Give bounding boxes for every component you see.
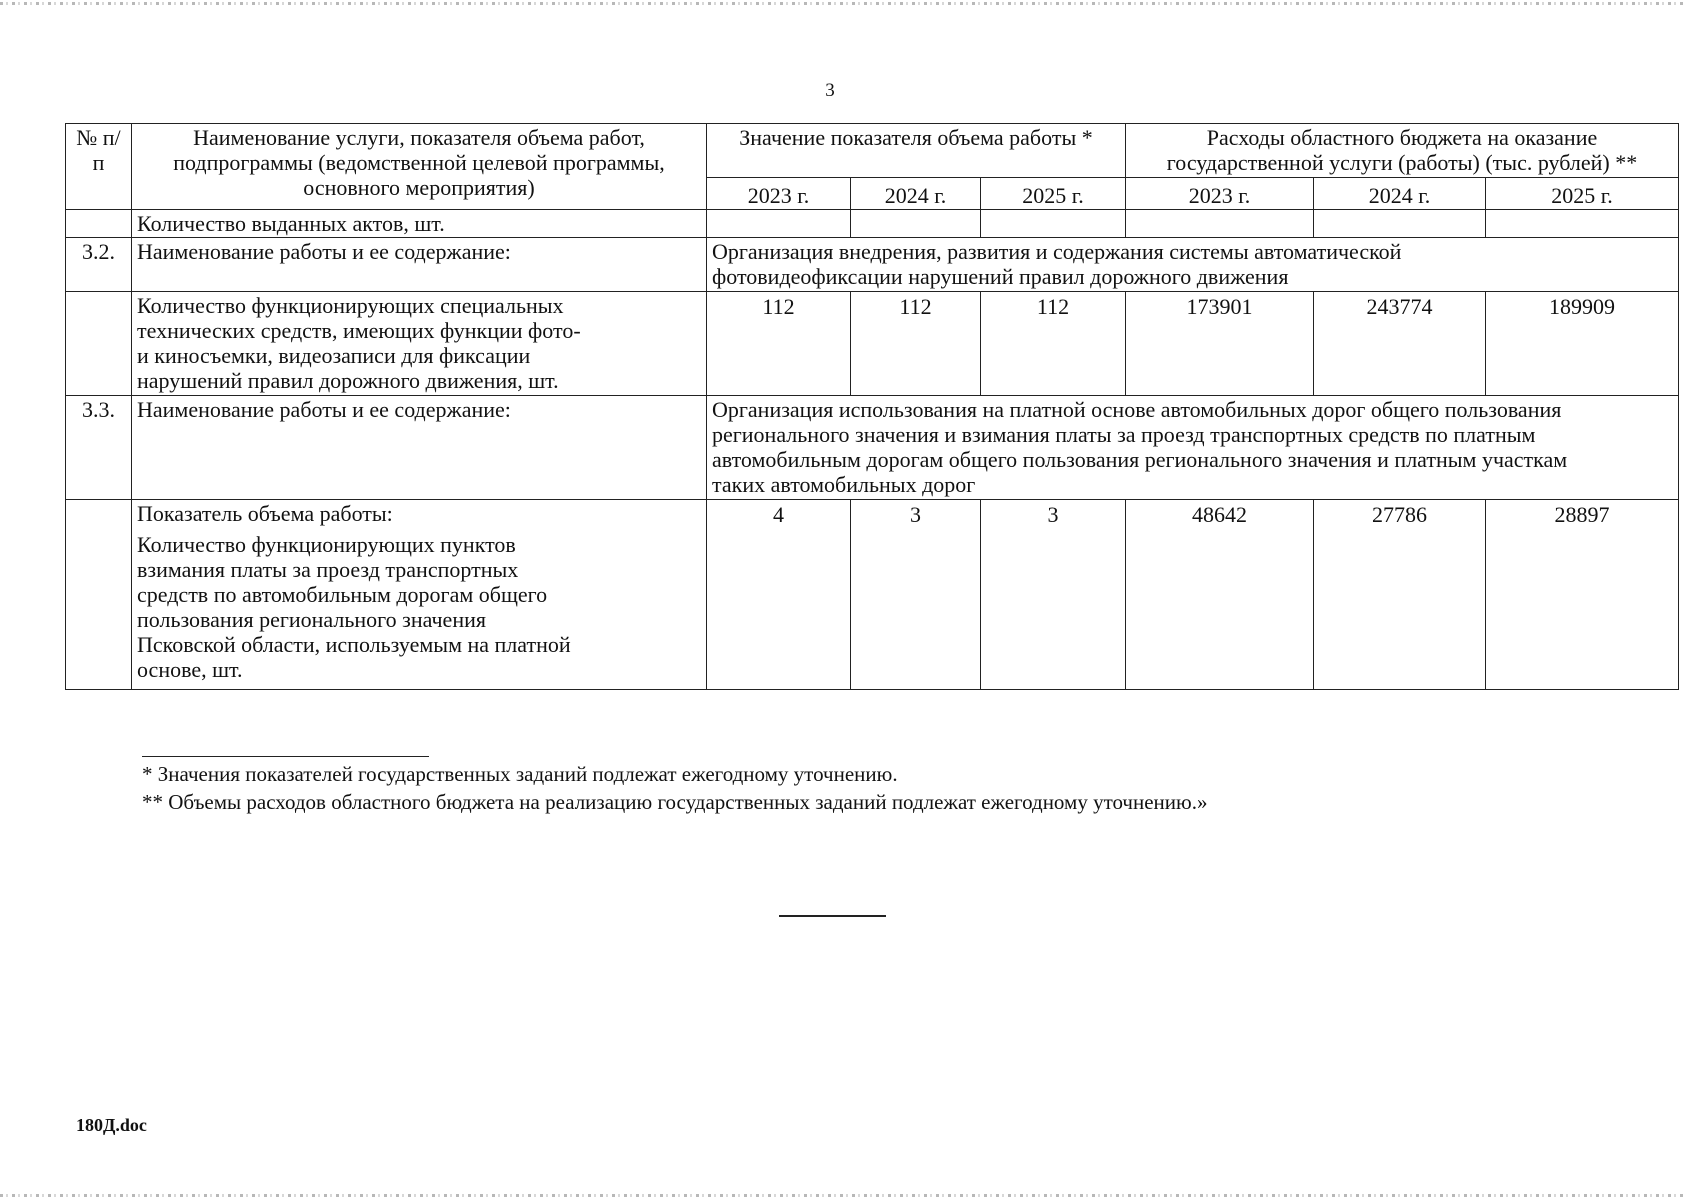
row-name	[132, 500, 707, 690]
row-num	[66, 210, 132, 238]
row-num	[66, 292, 132, 396]
row-name-line: технических средств, имеющих функции фото-	[137, 318, 581, 343]
work-content	[707, 238, 1679, 292]
value-cell: 28897	[1486, 500, 1679, 690]
value-cell: 3	[851, 500, 981, 690]
row-name: Наименование работы и ее содержание:	[132, 238, 707, 292]
header-volume-group: Значение показателя объема работы *	[707, 124, 1126, 178]
scan-top-edge	[0, 2, 1686, 5]
row-name-line: средств по автомобильным дорогам общего	[137, 582, 548, 607]
work-content-line: Организация использования на платной основе автомобильных дорог общего пользования	[712, 397, 1562, 422]
page-number: 3	[825, 80, 835, 101]
scan-bottom-edge	[0, 1194, 1686, 1197]
work-content-line: фотовидеофиксации нарушений правил дорожного движения	[712, 264, 1289, 289]
row-num: 3.2.	[66, 238, 132, 292]
header-budget-group: Расходы областного бюджета на оказание государственной услуги (работы) (тыс. рублей) **	[1126, 124, 1679, 178]
row-name-line: пользования регионального значения	[137, 607, 486, 632]
row-name-line: Количество функционирующих специальных	[137, 293, 564, 318]
header-year: 2024 г.	[851, 178, 981, 210]
work-content-line: таких автомобильных дорог	[712, 472, 976, 497]
header-name: Наименование услуги, показателя объема работ, подпрограммы (ведомственной целевой программы, основного мероприятия)	[132, 124, 707, 210]
row-name-line: взимания платы за проезд транспортных	[137, 557, 519, 582]
table-row	[66, 210, 1679, 238]
value-cell: 112	[851, 292, 981, 396]
table-row	[66, 238, 1679, 292]
value-cell: 27786	[1314, 500, 1486, 690]
value-cell	[707, 210, 851, 238]
value-cell	[1126, 210, 1314, 238]
value-cell	[1486, 210, 1679, 238]
document-filename: 180Д.doc	[76, 1115, 147, 1135]
header-year: 2025 г.	[981, 178, 1126, 210]
row-name-line: и киносъемки, видеозаписи для фиксации	[137, 343, 531, 368]
value-cell	[1314, 210, 1486, 238]
header-year: 2024 г.	[1314, 178, 1486, 210]
table-row	[66, 292, 1679, 396]
value-cell: 112	[981, 292, 1126, 396]
work-content-line: Организация внедрения, развития и содержания системы автоматической	[712, 239, 1402, 264]
end-separator	[779, 915, 886, 917]
value-cell: 48642	[1126, 500, 1314, 690]
row-name: Количество выданных актов, шт.	[132, 210, 707, 238]
work-content	[707, 396, 1679, 500]
header-row-1	[66, 124, 1679, 178]
row-name	[132, 292, 707, 396]
row-name-line: Псковской области, используемым на платной	[137, 632, 571, 657]
value-cell: 4	[707, 500, 851, 690]
value-cell: 112	[707, 292, 851, 396]
header-num: № п/п	[66, 124, 132, 210]
services-table	[65, 123, 1679, 690]
value-cell	[851, 210, 981, 238]
value-cell: 3	[981, 500, 1126, 690]
value-cell: 243774	[1314, 292, 1486, 396]
footnote: ** Объемы расходов областного бюджета на реализацию государственных заданий подлежат ежегодному уточнению.»	[142, 790, 1208, 814]
row-name-line: Количество функционирующих пунктов	[137, 532, 516, 557]
row-name-line: нарушений правил дорожного движения, шт.	[137, 368, 559, 393]
row-name-line: Показатель объема работы:	[137, 501, 393, 526]
footnote-separator	[142, 756, 429, 757]
work-content-line: автомобильным дорогам общего пользования регионального значения и платным участкам	[712, 447, 1568, 472]
table-row	[66, 500, 1679, 690]
table-row	[66, 396, 1679, 500]
header-year: 2023 г.	[707, 178, 851, 210]
work-content-line: регионального значения и взимания платы за проезд транспортных средств по платным	[712, 422, 1536, 447]
footnote: * Значения показателей государственных заданий подлежат ежегодному уточнению.	[142, 762, 898, 786]
row-num: 3.3.	[66, 396, 132, 500]
value-cell: 173901	[1126, 292, 1314, 396]
footnotes	[142, 760, 1207, 816]
row-num	[66, 500, 132, 690]
row-name: Наименование работы и ее содержание:	[132, 396, 707, 500]
header-year: 2023 г.	[1126, 178, 1314, 210]
value-cell	[981, 210, 1126, 238]
value-cell: 189909	[1486, 292, 1679, 396]
header-year: 2025 г.	[1486, 178, 1679, 210]
row-name-line: основе, шт.	[137, 657, 243, 682]
